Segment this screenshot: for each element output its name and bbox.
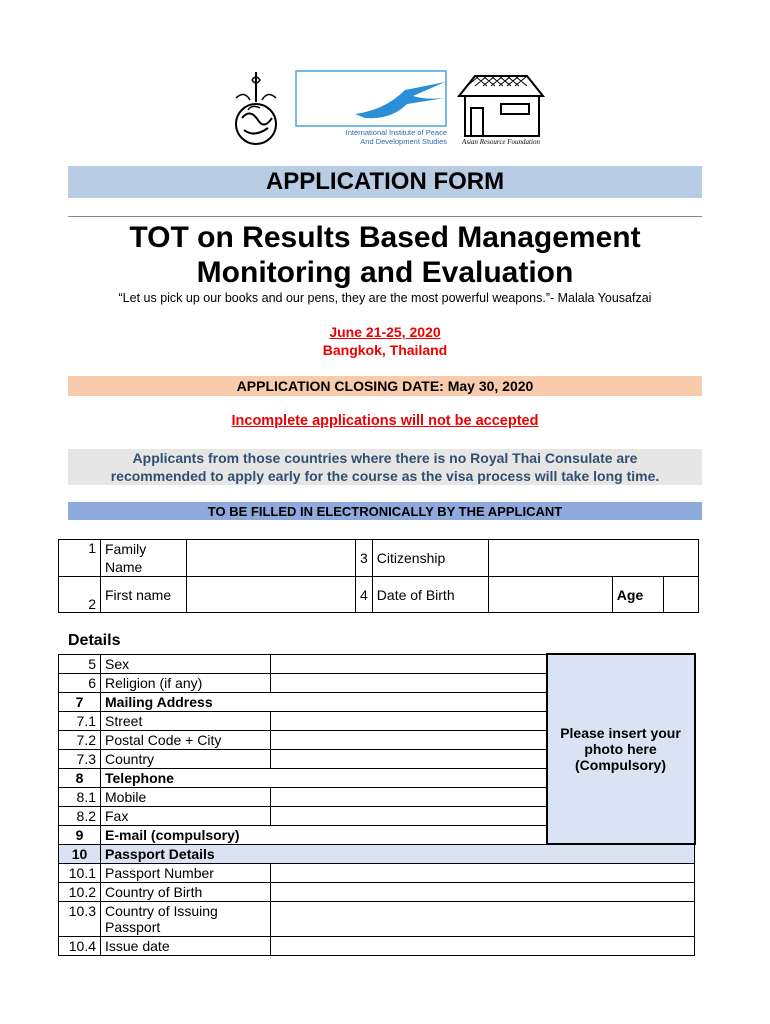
details-heading: Details xyxy=(68,632,121,649)
age-field[interactable] xyxy=(663,577,698,613)
quote: “Let us pick up our books and our pens, they are the most powerful weapons.”- Malala Yousafzai xyxy=(118,291,652,305)
fax-label: Fax xyxy=(101,806,271,825)
row-number: 4 xyxy=(356,577,373,613)
table-row xyxy=(59,654,695,673)
table-row xyxy=(59,902,695,937)
country-of-birth-label: Country of Birth xyxy=(101,883,271,902)
religion-label: Religion (if any) xyxy=(101,673,271,692)
family-name-label-line2: Name xyxy=(105,559,143,575)
row-number: 7.2 xyxy=(59,730,101,749)
row-number: 10 xyxy=(59,844,101,864)
country-of-issuing-field[interactable] xyxy=(271,902,695,937)
table-row xyxy=(59,577,699,613)
email-heading: E-mail (compulsory) xyxy=(101,825,547,844)
street-label: Street xyxy=(101,711,271,730)
visa-note-line2: recommended to apply early for the course as the visa process will take long time. xyxy=(110,468,660,484)
row-number: 8.2 xyxy=(59,806,101,825)
row-number: 7 xyxy=(59,692,101,711)
main-title-line2: Monitoring and Evaluation xyxy=(196,256,574,289)
row-number: 5 xyxy=(59,654,101,673)
country-label: Country xyxy=(101,749,271,768)
details-table xyxy=(58,653,696,956)
row-number: 10.2 xyxy=(59,883,101,902)
row-number: 10.3 xyxy=(59,902,101,937)
photo-text-line2: photo here xyxy=(584,741,657,757)
passport-number-label: Passport Number xyxy=(101,864,271,883)
iipds-text-line1: International Institute of Peace xyxy=(345,128,447,137)
street-field[interactable] xyxy=(271,711,547,730)
mailing-address-heading: Mailing Address xyxy=(101,692,547,711)
row-number: 8 xyxy=(59,768,101,787)
fill-note-banner: TO BE FILLED IN ELECTRONICALLY BY THE APPLICANT xyxy=(68,502,702,520)
family-name-label xyxy=(101,540,187,577)
sex-label: Sex xyxy=(101,654,271,673)
emblem-logo xyxy=(230,68,282,148)
telephone-heading: Telephone xyxy=(101,768,547,787)
iipds-logo xyxy=(295,70,447,148)
family-name-field[interactable] xyxy=(187,540,356,577)
row-number: 2 xyxy=(59,577,101,613)
row-number: 3 xyxy=(356,540,373,577)
passport-details-heading: Passport Details xyxy=(101,844,695,864)
date-of-birth-label: Date of Birth xyxy=(372,577,488,613)
issue-date-label: Issue date xyxy=(101,937,271,956)
mobile-label: Mobile xyxy=(101,787,271,806)
sex-field[interactable] xyxy=(271,654,547,673)
issue-date-field[interactable] xyxy=(271,937,695,956)
country-of-issuing-label-line1: Country of Issuing xyxy=(105,903,218,919)
row-number: 9 xyxy=(59,825,101,844)
religion-field[interactable] xyxy=(271,673,547,692)
photo-placeholder[interactable] xyxy=(547,654,695,844)
arf-text: Asian Resource Foundation xyxy=(462,138,540,146)
photo-text-line3: (Compulsory) xyxy=(575,757,666,773)
main-title xyxy=(68,220,702,290)
first-name-label: First name xyxy=(101,577,187,613)
row-number: 7.3 xyxy=(59,749,101,768)
event-date: June 21-25, 2020 xyxy=(329,324,441,340)
row-number: 7.1 xyxy=(59,711,101,730)
age-label: Age xyxy=(612,577,663,613)
photo-text-line1: Please insert your xyxy=(560,725,681,741)
table-row xyxy=(59,937,695,956)
table-row xyxy=(59,883,695,902)
form-title: APPLICATION FORM xyxy=(68,166,702,198)
name-table xyxy=(58,539,699,613)
arf-logo xyxy=(455,74,547,148)
divider xyxy=(68,216,702,217)
table-row xyxy=(59,844,695,864)
citizenship-label: Citizenship xyxy=(372,540,488,577)
event-location: Bangkok, Thailand xyxy=(322,342,448,358)
visa-note xyxy=(68,449,702,485)
date-of-birth-field[interactable] xyxy=(488,577,612,613)
country-of-issuing-label xyxy=(101,902,271,937)
postal-code-label: Postal Code + City xyxy=(101,730,271,749)
row-number: 1 xyxy=(59,540,101,577)
main-title-line1: TOT on Results Based Management xyxy=(129,221,641,254)
fax-field[interactable] xyxy=(271,806,547,825)
family-name-label-line1: Family xyxy=(105,541,147,557)
row-number: 10.1 xyxy=(59,864,101,883)
incomplete-notice: Incomplete applications will not be accepted xyxy=(231,413,539,429)
row-number: 8.1 xyxy=(59,787,101,806)
country-of-birth-field[interactable] xyxy=(271,883,695,902)
closing-date-banner: APPLICATION CLOSING DATE: May 30, 2020 xyxy=(68,376,702,396)
table-row xyxy=(59,864,695,883)
country-of-issuing-label-line2: Passport xyxy=(105,919,161,935)
passport-number-field[interactable] xyxy=(271,864,695,883)
mobile-field[interactable] xyxy=(271,787,547,806)
citizenship-field[interactable] xyxy=(488,540,698,577)
country-field[interactable] xyxy=(271,749,547,768)
postal-code-field[interactable] xyxy=(271,730,547,749)
row-number: 6 xyxy=(59,673,101,692)
visa-note-line1: Applicants from those countries where there is no Royal Thai Consulate are xyxy=(132,450,638,466)
row-number: 10.4 xyxy=(59,937,101,956)
table-row xyxy=(59,540,699,577)
first-name-field[interactable] xyxy=(187,577,356,613)
iipds-text-line2: And Development Studies xyxy=(360,137,447,146)
